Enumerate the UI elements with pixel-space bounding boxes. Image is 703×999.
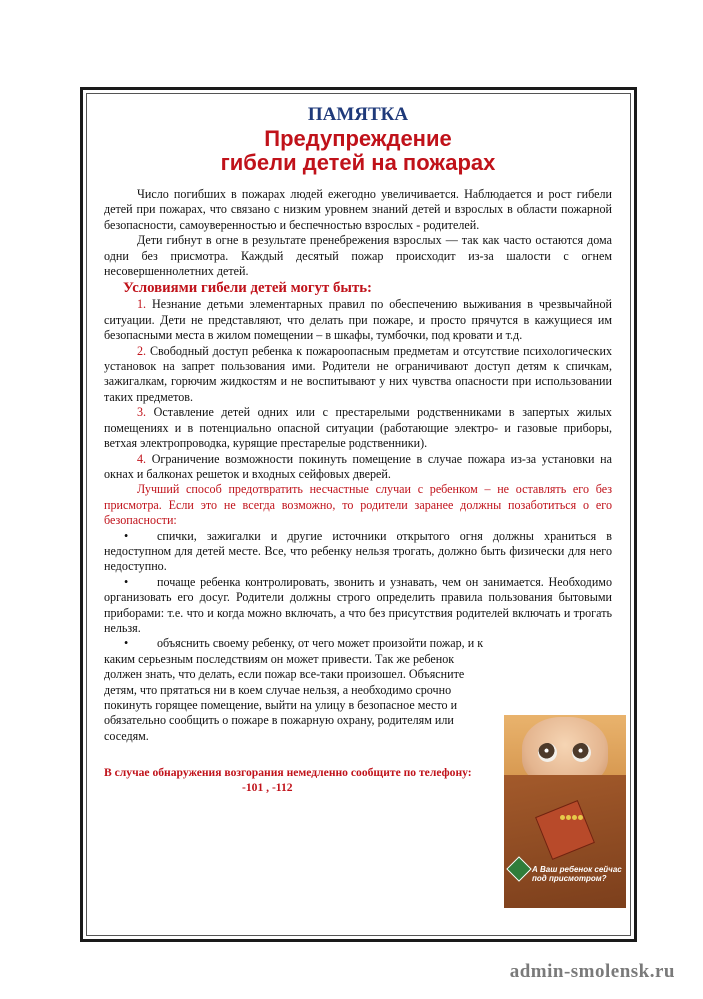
title-line-2: гибели детей на пожарах [220, 150, 496, 175]
condition-text: Свободный доступ ребенка к пожароопасным предметам и отсутствие психологических установок на запрет пользования ими. Родители не ограничивают доступ детям к спичкам, зажигалкам, горючим жидкостям и не воспитывают у них чувства опасности при использовании таких предметов. [104, 343, 612, 404]
best-way-paragraph: Лучший способ предотвратить несчастные случаи с ребенком – не оставлять его без присмотра. Если это не всегда возможно, то родители заранее должны позаботиться о его безопасности: [104, 482, 612, 528]
condition-text: Незнание детьми элементарных правил по обеспечению выживания в чрезвычайной ситуации. Дети не представляют, что делать при пожаре, и просто прячутся в кажущиеся им безопасными места в жилом помещении – в шкафы, тумбочки, под кровати и т.д. [104, 297, 612, 343]
bullet-text: почаще ребенка контролировать, звонить и узнавать, чем он занимается. Необходимо организовать его досуг. Родители должны строго определить правила пользования бытовыми приборами: т.е. что и когда можно включать, а что без присутствия родителей включать и трогать нельзя. [104, 574, 612, 635]
condition-text: Оставление детей одних или с престарелыми родственниками в запертых жилых помещениях и в потенциально опасной ситуации (работающие электро- и газовые приборы, ветхая электропроводка, курящие престарелые родственники). [104, 405, 612, 451]
last-bullet-block [104, 636, 489, 795]
bullet-item [104, 529, 612, 575]
bullet-text: спички, зажигалки и другие источники открытого огня должны храниться в недоступном для детей месте. Все, что ребенку нельзя трогать, должно быть физически для него недоступно. [104, 528, 612, 574]
bullet-item [104, 636, 489, 744]
condition-item [104, 405, 612, 451]
condition-item [104, 297, 612, 343]
intro-paragraph-2: Дети гибнут в огне в результате пренебрежения взрослых — так как часто остаются дома одни без присмотра. Каждый десятый пожар происходит из-за шалости с огнем несовершеннолетних детей. [104, 233, 612, 279]
condition-number: 2. [137, 343, 147, 358]
memo-label: ПАМЯТКА [307, 104, 409, 125]
bullet-text: объяснить своему ребенку, от чего может произойти пожар, и к каким серьезным последствиям он может привести. Так же ребенок должен знать, что делать, если пожар все-таки произошел. Объясните детям, что прятаться ни в коем случае нельзя, а необходимо срочно покинуть горящее помещение, выйти на улицу в безопасное место и обязательно сообщить о пожаре в пожарную охрану, родителям или соседям. [104, 636, 484, 743]
emergency-notice-text: В случае обнаружения возгорания немедленно сообщите по телефону: [104, 766, 472, 780]
poster-caption: А Ваш ребенок сейчас под присмотром? [532, 865, 622, 883]
condition-item [104, 452, 612, 483]
child-with-matches-image [504, 715, 626, 908]
condition-item [104, 344, 612, 406]
intro-paragraph-1: Число погибших в пожарах людей ежегодно увеличивается. Наблюдается и рост гибели детей при пожарах, что связано с низким уровнем знаний детей и взрослых в области пожарной безопасности, самоуверенностью и беспечностью взрослых - родителей. [104, 187, 612, 232]
condition-number: 3. [137, 405, 147, 420]
condition-text: Ограничение возможности покинуть помещение в случае пожара из-за установки на окнах и балконах решеток и входных сейфовых дверей. [104, 451, 612, 481]
memo-content [104, 104, 612, 795]
emergency-notice [104, 765, 489, 795]
bullet-icon: • [124, 574, 129, 589]
site-watermark: admin-smolensk.ru [509, 961, 675, 982]
conditions-heading: Условиями гибели детей могут быть: [123, 280, 372, 297]
emergency-phones: -101 , -112 [242, 781, 293, 795]
bullet-item [104, 575, 612, 637]
bullet-icon: • [124, 636, 129, 651]
condition-number: 4. [137, 451, 147, 466]
condition-number: 1. [137, 297, 147, 312]
bullet-icon: • [124, 528, 129, 543]
title-line-1: Предупреждение [264, 126, 452, 151]
